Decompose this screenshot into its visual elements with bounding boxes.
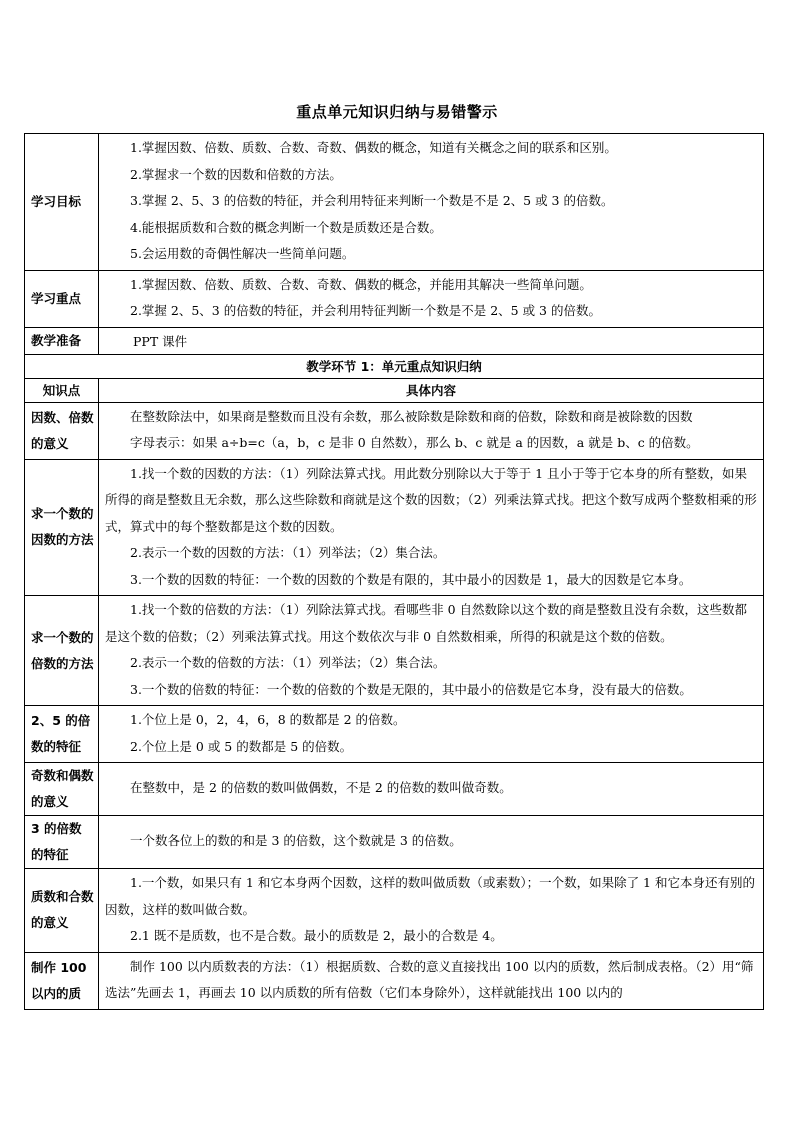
topic-content — [99, 402, 764, 459]
topic-content — [99, 763, 764, 816]
section-title: 教学环节 1：单元重点知识归纳 — [25, 354, 764, 378]
table-row — [25, 816, 764, 869]
table-row — [25, 763, 764, 816]
prep-label: 教学准备 — [25, 327, 99, 354]
content-line: 制作 100 以内质数表的方法：（1）根据质数、合数的意义直接找出 100 以内的质数，然后制成表格。（2）用“筛选法”先画去 1，再画去 10 以内质数的所有倍数（它们本身除外），这样就能找出 100 以内的 — [105, 958, 754, 1000]
topic-content — [99, 869, 764, 953]
content-line: 一个数各位上的数的和是 3 的倍数，这个数就是 3 的倍数。 — [130, 833, 462, 849]
column-header-topic: 知识点 — [25, 378, 99, 402]
key-points-row — [25, 270, 764, 327]
content-line: 字母表示：如果 a÷b=c（a，b，c 是非 0 自然数），那么 b、c 就是 a 的因数，a 就是 b、c 的倍数。 — [130, 435, 699, 450]
content-line: 2.表示一个数的因数的方法：（1）列举法；（2）集合法。 — [130, 545, 446, 560]
key-point-item: 1.掌握因数、倍数、质数、合数、奇数、偶数的概念，并能用其解决一些简单问题。 — [130, 276, 592, 292]
prep-row — [25, 327, 764, 354]
table-head-row — [25, 378, 764, 402]
table-row — [25, 706, 764, 763]
content-line: 1.一个数，如果只有 1 和它本身两个因数，这样的数叫做质数（或素数）；一个数，如果除了 1 和它本身还有别的因数，这样的数叫做合数。 — [105, 875, 755, 917]
content-line: 1.找一个数的倍数的方法：（1）列除法算式找。看哪些非 0 自然数除以这个数的商是整数且没有余数，这些数都是这个数的倍数；（2）列乘法算式找。用这个数依次与非 0 自然数相乘，所得的积就是这个数的倍数。 — [105, 602, 748, 644]
content-line: 在整数中，是 2 的倍数的数叫做偶数，不是 2 的倍数的数叫做奇数。 — [130, 780, 512, 796]
goal-item: 1.掌握因数、倍数、质数、合数、奇数、偶数的概念，知道有关概念之间的联系和区别。 — [130, 140, 617, 155]
content-line: 2.1 既不是质数，也不是合数。最小的质数是 2，最小的合数是 4。 — [130, 928, 503, 943]
content-line: 3.一个数的倍数的特征：一个数的倍数的个数是无限的，其中最小的倍数是它本身，没有最大的倍数。 — [130, 681, 692, 697]
topic-content — [99, 596, 764, 706]
topic-label: 奇数和偶数的意义 — [25, 763, 99, 816]
goals-row — [25, 134, 764, 271]
page-title: 重点单元知识归纳与易错警示 — [296, 103, 498, 121]
content-line: 3.一个数的因数的特征：一个数的因数的个数是有限的，其中最小的因数是 1，最大的因数是它本身。 — [130, 571, 692, 587]
topic-label: 2、5 的倍数的特征 — [25, 706, 99, 763]
content-line: 1.个位上是 0，2，4，6，8 的数都是 2 的倍数。 — [130, 712, 406, 727]
content-line: 2.表示一个数的倍数的方法：（1）列举法；（2）集合法。 — [130, 655, 446, 670]
goals-content — [99, 134, 764, 271]
column-header-content: 具体内容 — [99, 378, 764, 402]
goal-item: 3.掌握 2、5、3 的倍数的特征，并会利用特征来判断一个数是不是 2、5 或 3 的倍数。 — [130, 193, 614, 208]
topic-label: 制作 100 以内的质 — [25, 952, 99, 1009]
goal-item: 2.掌握求一个数的因数和倍数的方法。 — [130, 166, 342, 182]
table-row — [25, 952, 764, 1009]
lesson-table — [24, 133, 764, 1010]
topic-label: 质数和合数的意义 — [25, 869, 99, 953]
table-row — [25, 459, 764, 596]
key-point-item: 2.掌握 2、5、3 的倍数的特征，并会利用特征判断一个数是不是 2、5 或 3 的倍数。 — [130, 303, 601, 318]
key-points-label: 学习重点 — [25, 270, 99, 327]
table-row — [25, 596, 764, 706]
topic-content — [99, 706, 764, 763]
topic-label: 因数、倍数的意义 — [25, 402, 99, 459]
table-row — [25, 402, 764, 459]
topic-content — [99, 816, 764, 869]
prep-value: PPT 课件 — [99, 327, 764, 354]
table-row — [25, 869, 764, 953]
content-line: 1.找一个数的因数的方法：（1）列除法算式找。用此数分别除以大于等于 1 且小于等于它本身的所有整数，如果所得的商是整数且无余数，那么这些除数和商就是这个数的因数；（2）列乘法算式找。把这个数写成两个整数相乘的形式，算式中的每个整数都是这个数的因数。 — [105, 465, 757, 534]
topic-label: 3 的倍数的特征 — [25, 816, 99, 869]
section-title-row — [25, 354, 764, 378]
content-line: 2.个位上是 0 或 5 的数都是 5 的倍数。 — [130, 738, 353, 754]
content-line: 在整数除法中，如果商是整数而且没有余数，那么被除数是除数和商的倍数，除数和商是被除数的因数 — [130, 408, 693, 424]
topic-label: 求一个数的倍数的方法 — [25, 596, 99, 706]
topic-label: 求一个数的因数的方法 — [25, 459, 99, 596]
goal-item: 5.会运用数的奇偶性解决一些简单问题。 — [130, 246, 355, 261]
topic-content — [99, 952, 764, 1009]
topic-content — [99, 459, 764, 596]
key-points-content — [99, 270, 764, 327]
goal-item: 4.能根据质数和合数的概念判断一个数是质数还是合数。 — [130, 219, 442, 235]
goals-label: 学习目标 — [25, 134, 99, 271]
